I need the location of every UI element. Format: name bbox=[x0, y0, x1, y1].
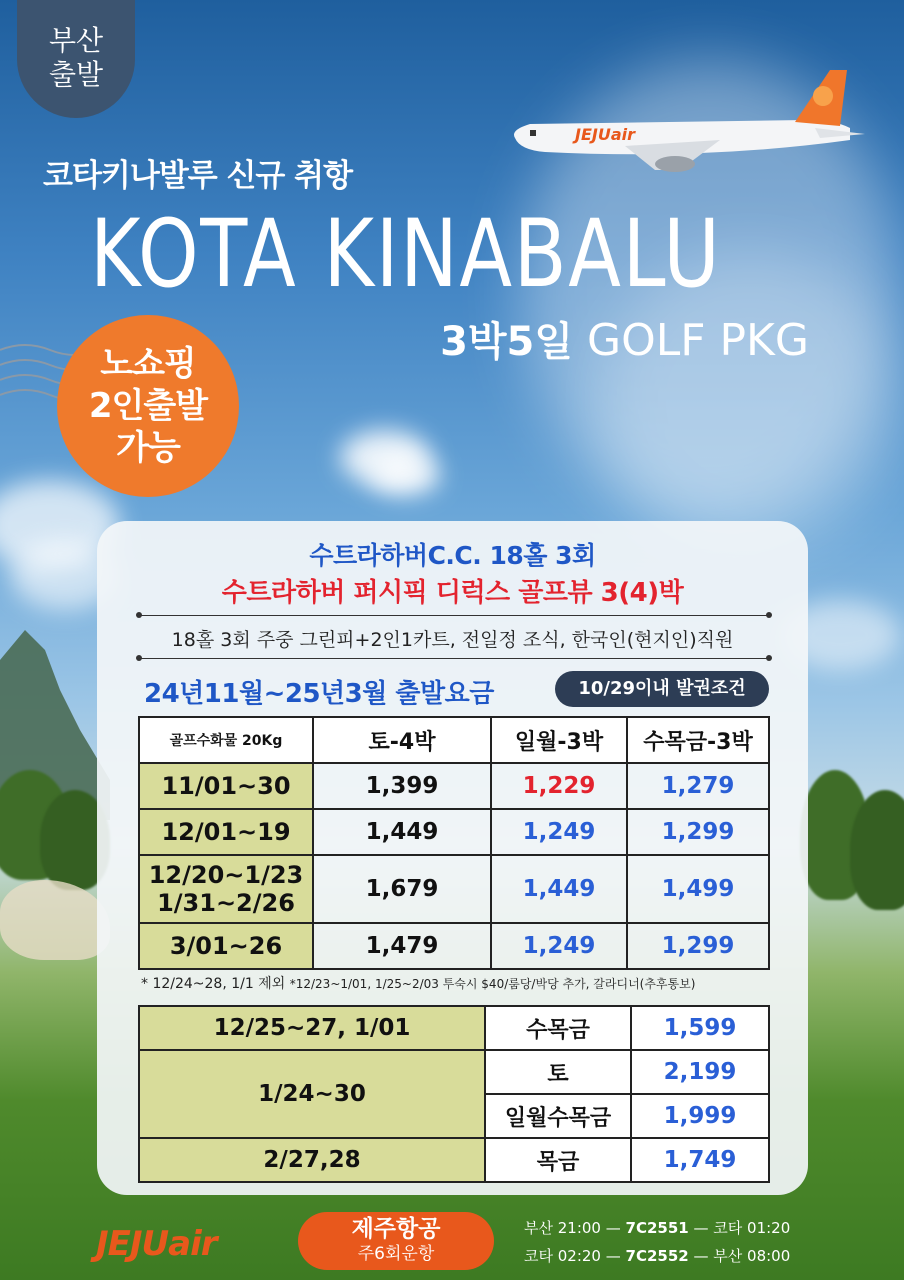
row-date: 3/01~26 bbox=[139, 923, 313, 969]
header-wthf: 수목금-3박 bbox=[627, 717, 769, 763]
package-nights: 3박5일 bbox=[440, 319, 574, 365]
table-header-row bbox=[139, 717, 769, 763]
ticketing-condition-badge: 10/29이내 발권조건 bbox=[555, 671, 769, 707]
peak-price: 2,199 bbox=[631, 1050, 769, 1094]
subtitle: 코타키나발루 신규 취항 bbox=[43, 158, 353, 194]
row-date: 12/01~19 bbox=[139, 809, 313, 855]
row-date-line-2: 1/31~2/26 bbox=[157, 889, 295, 917]
airline-badge bbox=[298, 1212, 494, 1270]
outbound-flight: 7C2551 bbox=[625, 1219, 689, 1237]
peak-days: 목금 bbox=[485, 1138, 631, 1182]
price-wthf: 1,299 bbox=[627, 809, 769, 855]
price-sunmon: 1,249 bbox=[491, 923, 627, 969]
return-from: 코타 02:20 bbox=[524, 1247, 601, 1265]
table-row bbox=[139, 1138, 769, 1182]
peak-days: 수목금 bbox=[485, 1006, 631, 1050]
table-row bbox=[139, 855, 769, 923]
stamp-line-2: 2인출발 bbox=[88, 386, 208, 426]
flight-frequency: 주6회운항 bbox=[357, 1244, 435, 1264]
price-wthf: 1,279 bbox=[627, 763, 769, 809]
price-sat: 1,679 bbox=[313, 855, 491, 923]
table-row bbox=[139, 923, 769, 969]
header-baggage: 골프수화물 20Kg bbox=[139, 717, 313, 763]
price-sunmon: 1,449 bbox=[491, 855, 627, 923]
price-table-peak bbox=[138, 1005, 770, 1183]
departure-city: 부산 bbox=[48, 24, 104, 57]
note-main: * 12/24~28, 1/1 제외 bbox=[141, 976, 286, 992]
divider bbox=[139, 615, 769, 616]
main-title: KOTA KINABALU bbox=[90, 200, 722, 309]
price-table-main bbox=[138, 716, 770, 970]
exclusion-note bbox=[141, 973, 695, 993]
no-shopping-stamp bbox=[57, 315, 239, 497]
price-wthf: 1,499 bbox=[627, 855, 769, 923]
period-title: 24년11월~25년3월 출발요금 bbox=[144, 679, 494, 709]
return-schedule: 코타 02:20 — 7C2552 — 부산 08:00 bbox=[524, 1247, 791, 1265]
package-golf: GOLF PKG bbox=[586, 315, 809, 366]
row-date-line-1: 12/20~1/23 bbox=[148, 861, 304, 889]
row-date: 11/01~30 bbox=[139, 763, 313, 809]
return-flight: 7C2552 bbox=[625, 1247, 689, 1265]
outbound-schedule: 부산 21:00 — 7C2551 — 코타 01:20 bbox=[524, 1219, 791, 1237]
table-row bbox=[139, 763, 769, 809]
price-wthf: 1,299 bbox=[627, 923, 769, 969]
peak-date: 12/25~27, 1/01 bbox=[139, 1006, 485, 1050]
airline-name: 제주항공 bbox=[351, 1216, 441, 1242]
golf-course-title: 수트라하버C.C. 18홀 3회 bbox=[309, 541, 596, 570]
peak-date: 2/27,28 bbox=[139, 1138, 485, 1182]
stamp-line-1: 노쇼핑 bbox=[100, 344, 196, 384]
departure-label: 출발 bbox=[48, 58, 104, 91]
svg-text:JEJUair: JEJUair bbox=[575, 125, 635, 144]
jejuair-logo: JEJUair bbox=[96, 1224, 217, 1264]
hotel-title: 수트라하버 퍼시픽 디럭스 골프뷰 3(4)박 bbox=[221, 578, 684, 608]
price-sunmon: 1,229 bbox=[491, 763, 627, 809]
header-sat: 토-4박 bbox=[313, 717, 491, 763]
peak-date: 1/24~30 bbox=[139, 1050, 485, 1138]
peak-price: 1,999 bbox=[631, 1094, 769, 1138]
divider bbox=[139, 658, 769, 659]
row-date bbox=[139, 855, 313, 923]
outbound-from: 부산 21:00 bbox=[524, 1219, 601, 1237]
table-row bbox=[139, 1050, 769, 1094]
price-card bbox=[97, 521, 808, 1195]
price-sat: 1,479 bbox=[313, 923, 491, 969]
peak-price: 1,749 bbox=[631, 1138, 769, 1182]
header-sunmon: 일월-3박 bbox=[491, 717, 627, 763]
outbound-to: 코타 01:20 bbox=[713, 1219, 791, 1237]
return-to: 부산 08:00 bbox=[713, 1247, 791, 1265]
package-title bbox=[440, 310, 809, 367]
table-row bbox=[139, 809, 769, 855]
note-sub: *12/23~1/01, 1/25~2/03 투숙시 $40/룸당/박당 추가, 갈라디너(추후통보) bbox=[289, 977, 696, 991]
peak-days: 일월수목금 bbox=[485, 1094, 631, 1138]
stamp-line-3: 가능 bbox=[116, 428, 180, 468]
inclusions-text: 18홀 3회 주중 그린피+2인1카트, 전일정 조식, 한국인(현지인)직원 bbox=[171, 629, 734, 651]
table-row bbox=[139, 1006, 769, 1050]
peak-days: 토 bbox=[485, 1050, 631, 1094]
price-sat: 1,449 bbox=[313, 809, 491, 855]
peak-price: 1,599 bbox=[631, 1006, 769, 1050]
departure-badge bbox=[17, 0, 135, 118]
price-sunmon: 1,249 bbox=[491, 809, 627, 855]
airplane-image bbox=[505, 68, 875, 182]
price-sat: 1,399 bbox=[313, 763, 491, 809]
